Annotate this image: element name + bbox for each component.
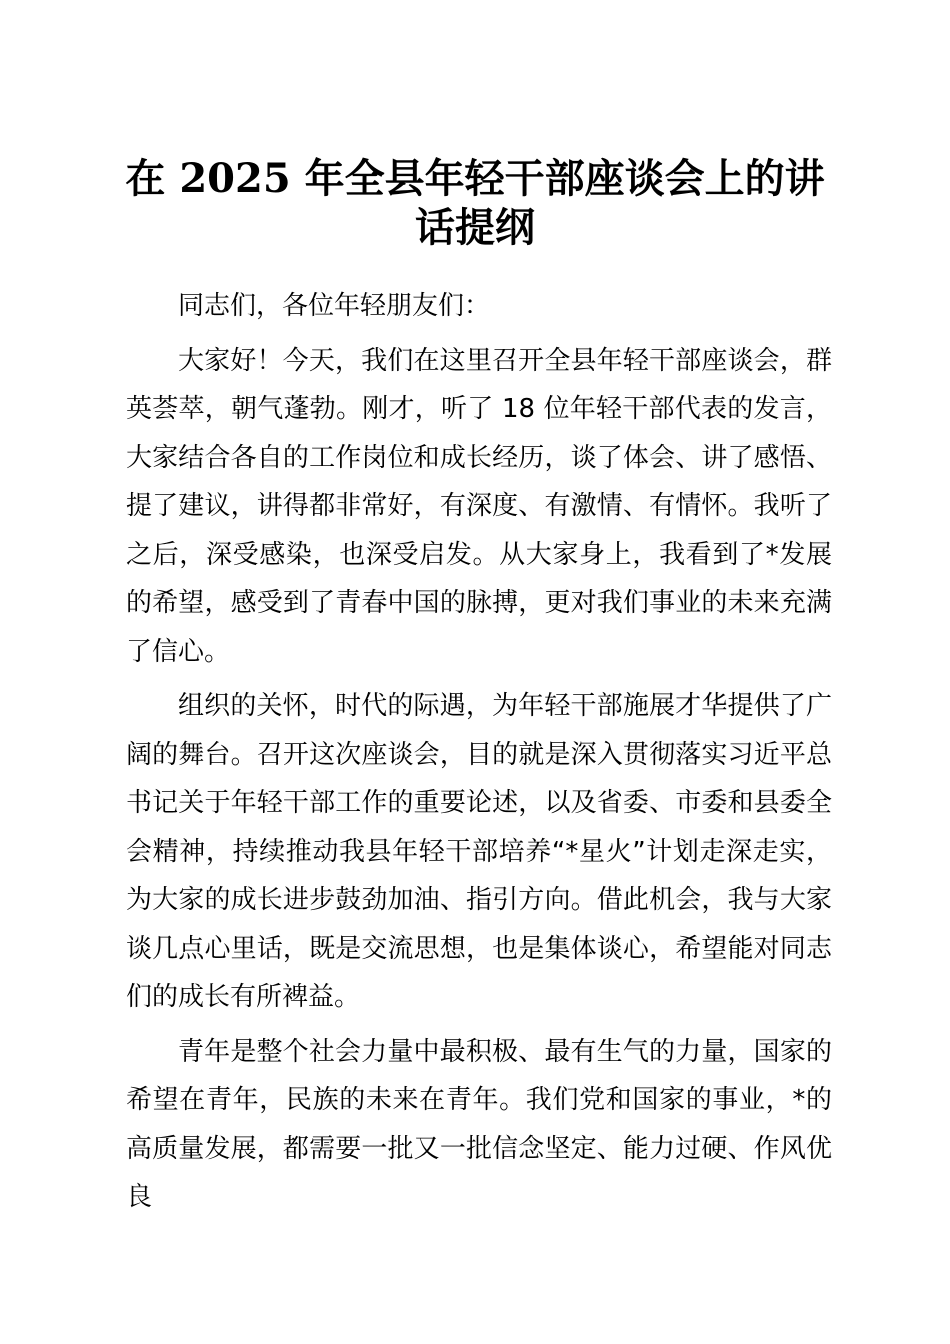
document-title: 在 2025 年全县年轻干部座谈会上的讲话提纲 bbox=[125, 155, 825, 251]
document-body bbox=[126, 282, 832, 1222]
salutation: 同志们，各位年轻朋友们： bbox=[178, 291, 491, 321]
paragraph-opening: 大家好！今天，我们在这里召开全县年轻干部座谈会，群英荟萃，朝气蓬勃。刚才，听了 18 位年轻干部代表的发言，大家结合各自的工作岗位和成长经历，谈了体会、讲了感悟、提了建议，讲得都非常好，有深度、有激情、有情怀。我听了之后，深受感染，也深受启发。从大家身上，我看到了*发展的希望，感受到了青春中国的脉搏，更对我们事业的未来充满了信心。 bbox=[126, 345, 832, 667]
paragraph-purpose: 组织的关怀，时代的际遇，为年轻干部施展才华提供了广阔的舞台。召开这次座谈会，目的就是深入贯彻落实习近平总书记关于年轻干部工作的重要论述，以及省委、市委和县委全会精神，持续推动我县年轻干部培养“*星火”计划走深走实，为大家的成长进步鼓劲加油、指引方向。借此机会，我与大家谈几点心里话，既是交流思想，也是集体谈心，希望能对同志们的成长有所裨益。 bbox=[126, 691, 832, 1012]
paragraph-youth: 青年是整个社会力量中最积极、最有生气的力量，国家的希望在青年，民族的未来在青年。我们党和国家的事业，*的高质量发展，都需要一批又一批信念坚定、能力过硬、作风优良 bbox=[126, 1036, 832, 1212]
